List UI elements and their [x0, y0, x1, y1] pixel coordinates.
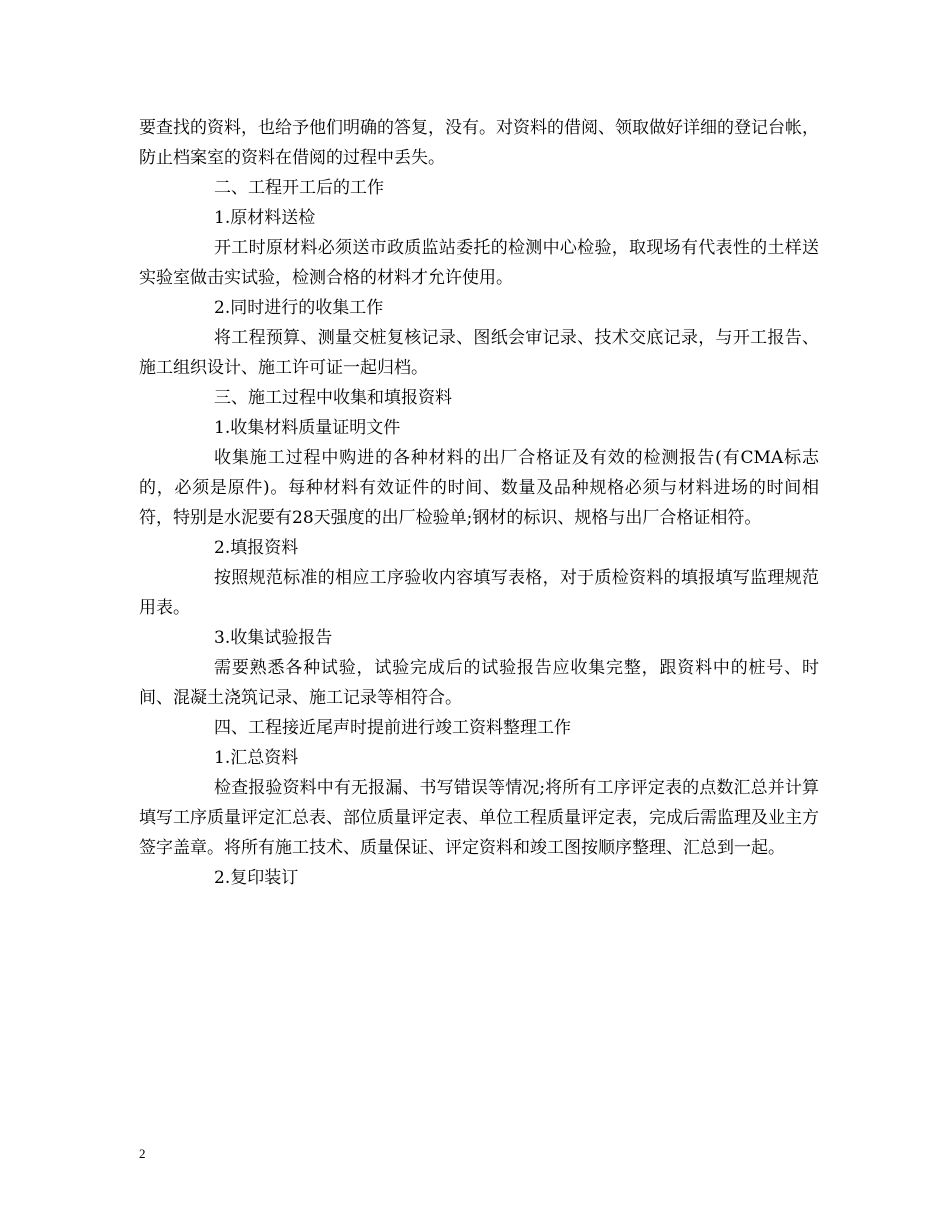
section-heading: 三、施工过程中收集和填报资料: [214, 388, 452, 408]
paragraph: 检查报验资料中有无报漏、书写错误等情况;将所有工序评定表的点数汇总并计算填写工序质量评定汇总表、部位质量评定表、单位工程质量评定表，完成后需监理及业主方签字盖章。将所有施工技术、质量保证、评定资料和竣工图按顺序整理、汇总到一起。: [139, 778, 819, 858]
subsection-heading: 2.同时进行的收集工作: [214, 298, 384, 318]
paragraph: 开工时原材料必须送市政质监站委托的检测中心检验，取现场有代表性的土样送实验室做击实试验，检测合格的材料才允许使用。: [139, 238, 819, 288]
section-heading: 四、工程接近尾声时提前进行竣工资料整理工作: [214, 718, 571, 738]
paragraph: 要查找的资料，也给予他们明确的答复，没有。对资料的借阅、领取做好详细的登记台帐，防止档案室的资料在借阅的过程中丢失。: [139, 118, 819, 168]
section-heading: 二、工程开工后的工作: [214, 178, 384, 198]
subsection-heading: 2.复印装订: [214, 868, 299, 888]
subsection-heading: 1.原材料送检: [214, 208, 316, 228]
subsection-heading: 3.收集试验报告: [214, 628, 333, 648]
document-body: [139, 113, 819, 893]
paragraph: 将工程预算、测量交桩复核记录、图纸会审记录、技术交底记录，与开工报告、施工组织设计、施工许可证一起归档。: [139, 328, 819, 378]
paragraph: 收集施工过程中购进的各种材料的出厂合格证及有效的检测报告(有CMA标志的，必须是原件)。每种材料有效证件的时间、数量及品种规格必须与材料进场的时间相符，特别是水泥要有28天强度的出厂检验单;钢材的标识、规格与出厂合格证相符。: [139, 448, 819, 528]
page-number: 2: [139, 1146, 146, 1161]
paragraph: 需要熟悉各种试验，试验完成后的试验报告应收集完整，跟资料中的桩号、时间、混凝土浇筑记录、施工记录等相符合。: [139, 658, 819, 708]
subsection-heading: 1.汇总资料: [214, 748, 299, 768]
paragraph: 按照规范标准的相应工序验收内容填写表格，对于质检资料的填报填写监理规范用表。: [139, 568, 819, 618]
subsection-heading: 2.填报资料: [214, 538, 299, 558]
subsection-heading: 1.收集材料质量证明文件: [214, 418, 401, 438]
